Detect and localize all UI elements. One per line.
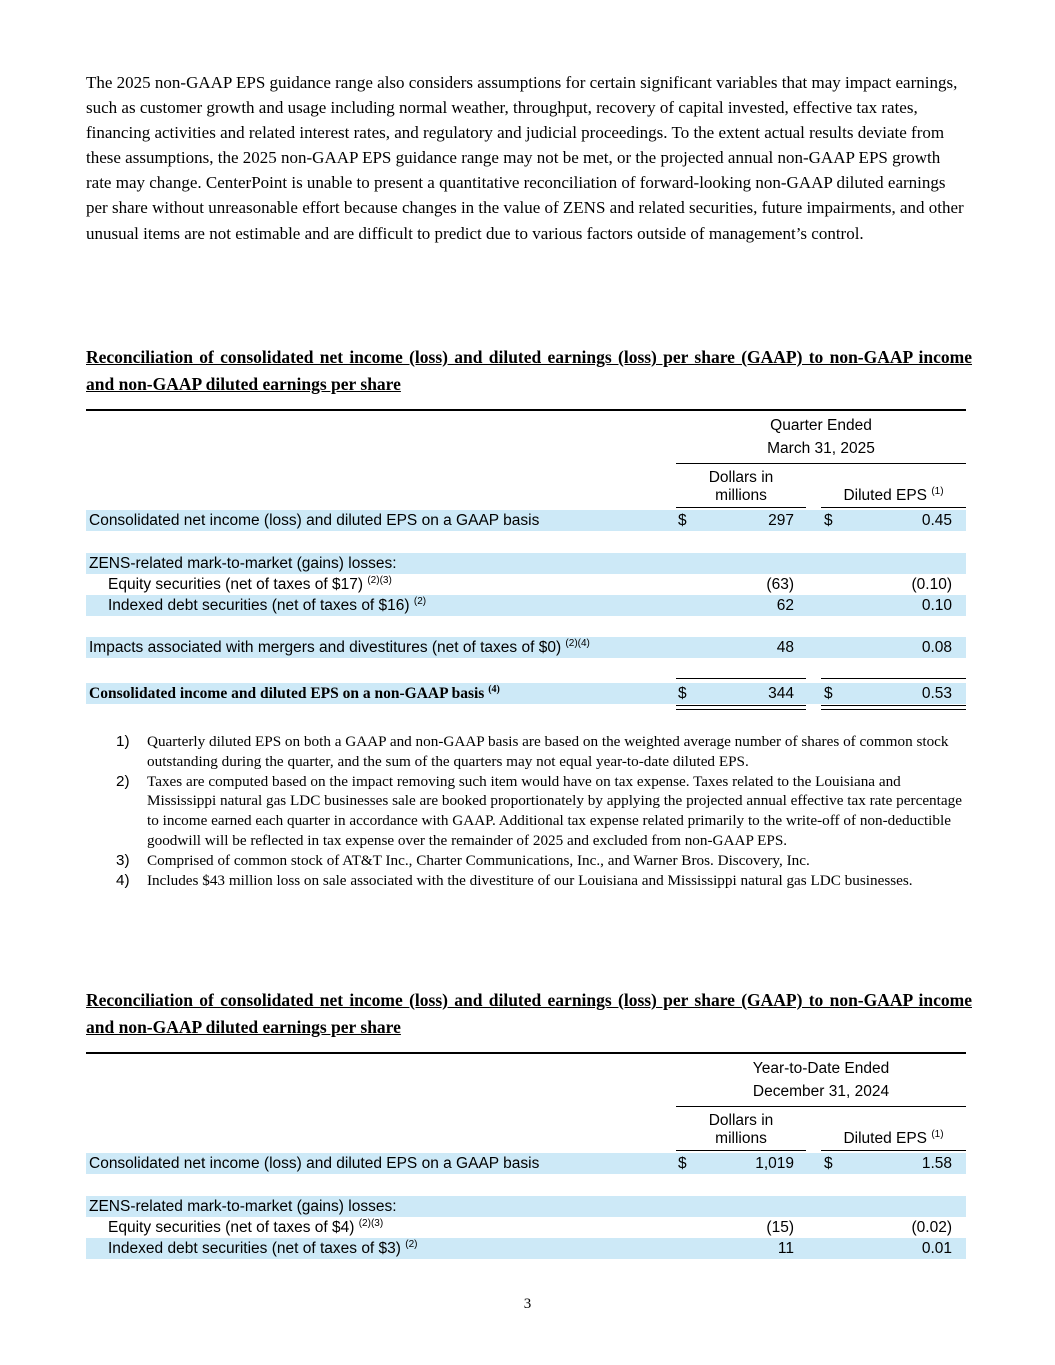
row-label-text: Indexed debt securities (net of taxes of $3)	[108, 1240, 401, 1257]
footnote-ref: (2)	[405, 1239, 418, 1250]
intro-paragraph: The 2025 non-GAAP EPS guidance range also considers assumptions for certain significant variables that may impact earnings, such as customer growth and usage including normal weather, throughput, recovery of capital invested, effective tax rates, financing activities and related interest rates, and regulatory and judicial proceedings. To the extent actual results deviate from these assumptions, the 2025 non-GAAP EPS guidance range may not be met, or the projected annual non-GAAP EPS growth rate may change. CenterPoint is unable to present a quantitative reconciliation of forward-looking non-GAAP diluted earnings per share without unreasonable effort because changes in the value of ZENS and related securities, future impairments, and other unusual items are not estimable and are difficult to predict due to various factors outside of management’s control.	[86, 73, 964, 243]
footnote-text: Taxes are computed based on the impact removing such item would have on tax expense. Taxes related to the Louisiana and Mississippi natural gas LDC businesses sale are booked proportionately by applying the projected annual effective tax rate percentage to income earned each quarter in accordance with GAAP. Additional tax expense related primarily to the write-off of non-deductible goodwill will be reflected in tax expense over the remainder of 2025 and excluded from non-GAAP EPS.	[147, 772, 962, 849]
footnote-number: 3)	[116, 851, 130, 869]
dollars-value: 1,019	[755, 1155, 794, 1172]
footnote-ref: (2)(3)	[367, 575, 392, 586]
dollars-value: (63)	[766, 576, 794, 593]
table1-period-header	[676, 414, 966, 464]
table1-col-eps-label: Diluted EPS	[843, 487, 928, 504]
footnote-ref: (2)(4)	[565, 638, 590, 649]
row-label: Consolidated net income (loss) and diluted EPS on a GAAP basis	[89, 1155, 540, 1172]
footnote-ref: (2)(3)	[358, 1218, 384, 1229]
dollars-value: 48	[776, 639, 794, 656]
table-row	[86, 637, 966, 658]
row-label: Consolidated net income (loss) and diluted EPS on a GAAP basis	[89, 512, 540, 529]
footnote-ref: (2)	[413, 596, 427, 607]
footnote-text: Comprised of common stock of AT&T Inc., Charter Communications, Inc., and Warner Bros. Discovery, Inc.	[147, 851, 810, 869]
eps-value: (0.02)	[911, 1219, 952, 1236]
table1-period-line2: March 31, 2025	[767, 440, 875, 457]
row-label	[108, 597, 426, 615]
dollars-value: 344	[768, 685, 794, 702]
table2-col-eps-sup: (1)	[931, 1129, 944, 1140]
dollars-value: 62	[776, 597, 794, 614]
row-label-text: Equity securities (net of taxes of $17)	[108, 576, 364, 593]
eps-value: 0.08	[921, 639, 952, 656]
dollars-value: 297	[768, 512, 794, 529]
table1-col-dollars	[676, 469, 806, 508]
table2-col-eps	[821, 1130, 966, 1151]
row-label-text: Indexed debt securities (net of taxes of $16)	[108, 597, 410, 614]
eps-value: (0.10)	[911, 576, 952, 593]
table-row	[86, 553, 966, 574]
total-double-line	[676, 705, 806, 710]
eps-value: 0.45	[921, 512, 952, 529]
table1-col-eps-sup: (1)	[931, 486, 944, 497]
dollars-value: 11	[777, 1240, 794, 1257]
row-label: ZENS-related mark-to-market (gains) losses:	[89, 1198, 397, 1215]
footnote-item	[116, 772, 966, 851]
footnote-text: Includes $43 million loss on sale associated with the divestiture of our Louisiana and Mississippi natural gas LDC businesses.	[147, 871, 913, 889]
dollars-value: (15)	[766, 1219, 794, 1236]
total-double-line	[821, 705, 966, 710]
total-top-line	[676, 678, 806, 679]
dollar-sign: $	[824, 512, 833, 529]
footnote-item	[116, 732, 966, 772]
table2-period-header	[676, 1057, 966, 1107]
table1-col-dollars-line1: Dollars in	[708, 469, 774, 486]
eps-value: 0.01	[921, 1240, 952, 1257]
footnote-ref: (4)	[488, 684, 500, 695]
table-row	[86, 1196, 966, 1217]
table1-col-eps	[821, 487, 966, 508]
row-label: ZENS-related mark-to-market (gains) losses:	[89, 555, 397, 572]
row-label	[108, 1240, 418, 1258]
table2-top-rule	[86, 1052, 966, 1054]
dollar-sign: $	[678, 685, 687, 702]
table2-title: Reconciliation of consolidated net income (loss) and diluted earnings (loss) per share (GAAP) to non-GAAP income and non-GAAP diluted earnings per share	[86, 990, 972, 1037]
dollar-sign: $	[678, 1155, 687, 1172]
table-row	[86, 510, 966, 531]
footnote-number: 1)	[116, 733, 130, 750]
table2-col-eps-label: Diluted EPS	[843, 1130, 928, 1147]
table-row	[86, 574, 966, 595]
footnote-item	[116, 871, 966, 891]
eps-value: 0.10	[921, 597, 952, 614]
row-label-text: Consolidated income and diluted EPS on a non-GAAP basis	[89, 685, 485, 702]
dollar-sign: $	[678, 512, 687, 529]
footnote-text: Quarterly diluted EPS on both a GAAP and non-GAAP basis are based on the weighted average number of shares of common stock outstanding during the quarter, and the sum of the quarters may not equal year-to-date diluted EPS.	[147, 733, 949, 770]
footnote-number: 2)	[116, 772, 130, 790]
table2-col-dollars-line2: millions	[715, 1130, 767, 1147]
row-label	[89, 639, 590, 657]
eps-value: 0.53	[921, 685, 952, 702]
table-row	[86, 683, 966, 704]
table-row	[86, 1217, 966, 1238]
row-label-text: Equity securities (net of taxes of $4)	[108, 1219, 355, 1236]
eps-value: 1.58	[921, 1155, 952, 1172]
footnote-number: 4)	[116, 871, 130, 889]
table2-period-line1: Year-to-Date Ended	[752, 1060, 890, 1077]
table-row	[86, 595, 966, 616]
row-label	[108, 576, 392, 594]
table-row	[86, 1153, 966, 1174]
table1-title: Reconciliation of consolidated net income (loss) and diluted earnings (loss) per share (GAAP) to non-GAAP income and non-GAAP diluted earnings per share	[86, 347, 972, 394]
table1-period-line1: Quarter Ended	[770, 417, 872, 434]
row-label	[108, 1219, 383, 1237]
table-row	[86, 1238, 966, 1259]
table2-col-dollars-line1: Dollars in	[708, 1112, 774, 1129]
dollar-sign: $	[824, 685, 833, 702]
table1-col-dollars-line2: millions	[715, 487, 767, 504]
row-label	[89, 685, 500, 703]
dollar-sign: $	[824, 1155, 833, 1172]
footnotes	[116, 732, 966, 890]
table2-period-line2: December 31, 2024	[752, 1083, 890, 1100]
footnote-item	[116, 851, 966, 871]
total-top-line	[821, 678, 966, 679]
table2-col-dollars	[676, 1112, 806, 1151]
page-number: 3	[523, 1296, 532, 1312]
table1-top-rule	[86, 409, 966, 411]
row-label-text: Impacts associated with mergers and divestitures (net of taxes of $0)	[89, 639, 562, 656]
